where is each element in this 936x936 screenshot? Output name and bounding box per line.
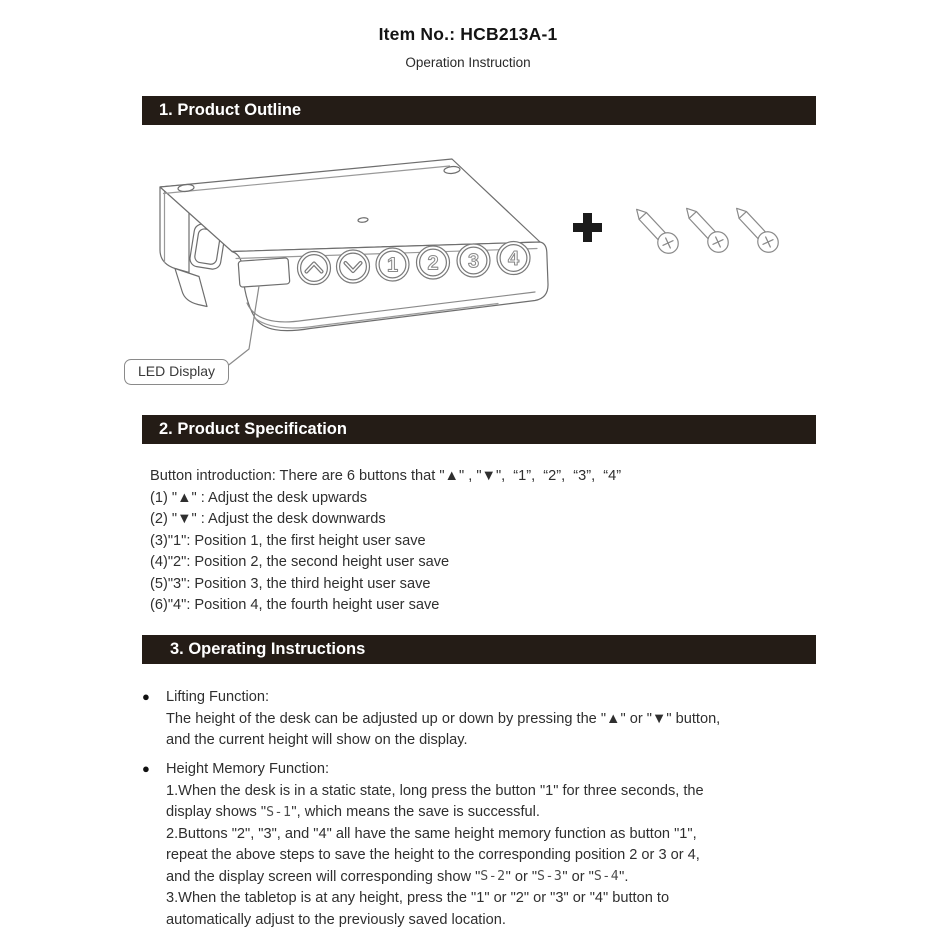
page-subtitle: Operation Instruction bbox=[405, 55, 531, 70]
memory-function-title: Height Memory Function: bbox=[166, 761, 330, 777]
memory-step-2-line-3 bbox=[166, 867, 628, 888]
lifting-function-title: Lifting Function: bbox=[166, 689, 270, 705]
button-2 bbox=[417, 246, 450, 279]
button-1-label: 1 bbox=[386, 254, 399, 277]
screw-2 bbox=[679, 202, 732, 257]
screw-3 bbox=[729, 202, 782, 257]
lifting-function-line-2: and the current height will show on the display. bbox=[166, 732, 468, 748]
section-header-product-outline bbox=[142, 96, 816, 125]
button-4-label: 4 bbox=[507, 248, 520, 270]
spec-item-1: (1) "▲" : Adjust the desk upwards bbox=[150, 489, 368, 506]
page-title: Item No.: HCB213A-1 bbox=[378, 24, 558, 44]
device-bracket-tab bbox=[175, 269, 207, 307]
bullet-icon: ● bbox=[142, 689, 150, 704]
memory-line-5-or-2: " or " bbox=[562, 868, 594, 885]
button-down bbox=[337, 250, 370, 283]
spec-intro: Button introduction: There are 6 buttons that "▲" , "▼", “1”, “2”, “3”, “4” bbox=[150, 468, 622, 484]
device-top-face bbox=[160, 159, 540, 252]
bullet-icon: ● bbox=[142, 761, 150, 776]
section-heading-3: 3. Operating Instructions bbox=[170, 640, 366, 658]
memory-line-5-pre: and the display screen will corresponding show " bbox=[166, 868, 481, 885]
spec-item-2: (2) "▼" : Adjust the desk downwards bbox=[150, 511, 386, 527]
section-heading-1: 1. Product Outline bbox=[159, 101, 302, 119]
spec-item-5: (5)"3": Position 3, the third height user save bbox=[150, 575, 431, 592]
display-code-s3: S-3 bbox=[537, 869, 563, 884]
section-header-product-specification bbox=[142, 415, 816, 444]
spec-item-4: (4)"2": Position 2, the second height user save bbox=[150, 554, 450, 570]
display-code-s1: S-1 bbox=[266, 804, 292, 820]
screw-1 bbox=[629, 203, 682, 258]
device-illustration bbox=[130, 135, 830, 407]
memory-step-1-line-2 bbox=[166, 802, 540, 823]
memory-line-5-post: ". bbox=[619, 868, 629, 885]
spec-item-3: (3)"1": Position 1, the first height user save bbox=[150, 532, 426, 549]
memory-step-2-line-1: 2.Buttons "2", "3", and "4" all have the same height memory function as button "1", bbox=[166, 825, 697, 842]
spec-item-6: (6)"4": Position 4, the fourth height user save bbox=[150, 597, 440, 613]
memory-step-2-line-2: repeat the above steps to save the height to the corresponding position 2 or 3 or 4, bbox=[166, 847, 700, 863]
memory-line-2-post: ", which means the save is successful. bbox=[291, 804, 540, 820]
memory-step-1-line-1: 1.When the desk is in a static state, long press the button "1" for three seconds, the bbox=[166, 782, 704, 799]
section-header-operating-instructions bbox=[142, 635, 816, 664]
plus-icon bbox=[573, 213, 602, 242]
button-3-label: 3 bbox=[467, 250, 480, 273]
memory-line-5-or-1: " or " bbox=[505, 868, 538, 885]
memory-line-2-pre: display shows " bbox=[166, 804, 267, 820]
memory-step-3-line-2: automatically adjust to the previously saved location. bbox=[166, 911, 506, 928]
memory-step-3-line-1: 3.When the tabletop is at any height, press the "1" or "2" or "3" or "4" button to bbox=[166, 890, 670, 906]
display-code-s4: S-4 bbox=[593, 869, 620, 884]
button-up bbox=[298, 252, 331, 285]
button-1 bbox=[376, 248, 409, 281]
button-4 bbox=[497, 242, 530, 275]
led-display-label: LED Display bbox=[124, 359, 229, 385]
led-display-window bbox=[238, 258, 290, 287]
button-2-label: 2 bbox=[427, 252, 439, 275]
display-code-s2: S-2 bbox=[480, 869, 506, 884]
lifting-function-line-1: The height of the desk can be adjusted up or down by pressing the "▲" or "▼" button, bbox=[166, 710, 721, 727]
section-heading-2: 2. Product Specification bbox=[159, 420, 347, 438]
button-3 bbox=[457, 244, 490, 277]
